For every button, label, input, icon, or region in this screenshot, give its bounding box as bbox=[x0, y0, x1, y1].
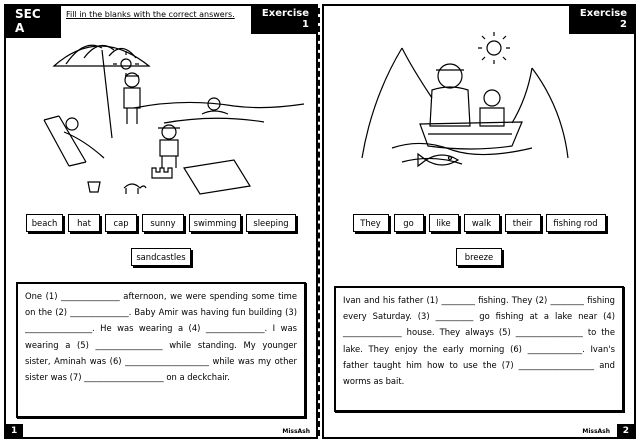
fishing-boat-illustration-icon bbox=[332, 28, 628, 204]
instruction-text: Fill in the blanks with the correct answers. bbox=[66, 10, 235, 19]
word-card: swimming bbox=[189, 214, 241, 232]
left-worksheet-page bbox=[4, 4, 318, 439]
word-card: fishing rod bbox=[546, 214, 606, 232]
right-worksheet-page bbox=[322, 4, 636, 439]
word-card: breeze bbox=[456, 248, 502, 266]
page-number: 1 bbox=[5, 424, 23, 438]
signature: MissAsh bbox=[282, 428, 310, 435]
word-card: go bbox=[394, 214, 424, 232]
word-card: walk bbox=[464, 214, 500, 232]
word-bank-row-2 bbox=[330, 248, 628, 266]
word-card: their bbox=[505, 214, 541, 232]
word-card: sleeping bbox=[246, 214, 296, 232]
signature: MissAsh bbox=[582, 428, 610, 435]
page-divider bbox=[317, 8, 320, 436]
page-number: 2 bbox=[617, 424, 635, 438]
exercise-1-label: Exercise 1 bbox=[251, 5, 317, 34]
word-bank-row-1 bbox=[330, 214, 628, 232]
section-label: SEC A bbox=[5, 5, 61, 38]
word-card: They bbox=[353, 214, 389, 232]
word-card: sandcastles bbox=[131, 248, 191, 266]
word-card: hat bbox=[68, 214, 100, 232]
word-card: sunny bbox=[142, 214, 184, 232]
word-card: beach bbox=[26, 214, 63, 232]
word-card: like bbox=[429, 214, 459, 232]
beach-scene-illustration-icon bbox=[14, 28, 310, 204]
passage-box: One (1) ______________ afternoon, we were spending some time on the (2) ______________. Baby Amir was having fun building (3) ________________. He was wearing a (4) ______________. I was wearing a (5) ________________ while standing. My younger sister, Aminah was (6) ____________________ while was my other sister was (7) ___________________ on a deckchair. bbox=[16, 282, 306, 418]
word-card: cap bbox=[105, 214, 137, 232]
passage-box: Ivan and his father (1) ________ fishing. They (2) ________ fishing every Saturday. (3) _________ go fishing at a lake near (4) ______________ house. They always (5) ________________ to the lake. They enjoy the early morning (6) _____________. Ivan's father taught him how to use the (7) __________________ and worms as bait. bbox=[334, 286, 624, 412]
word-bank-row-1 bbox=[12, 214, 310, 232]
word-bank-row-2 bbox=[12, 248, 310, 266]
exercise-2-label: Exercise 2 bbox=[569, 5, 635, 34]
